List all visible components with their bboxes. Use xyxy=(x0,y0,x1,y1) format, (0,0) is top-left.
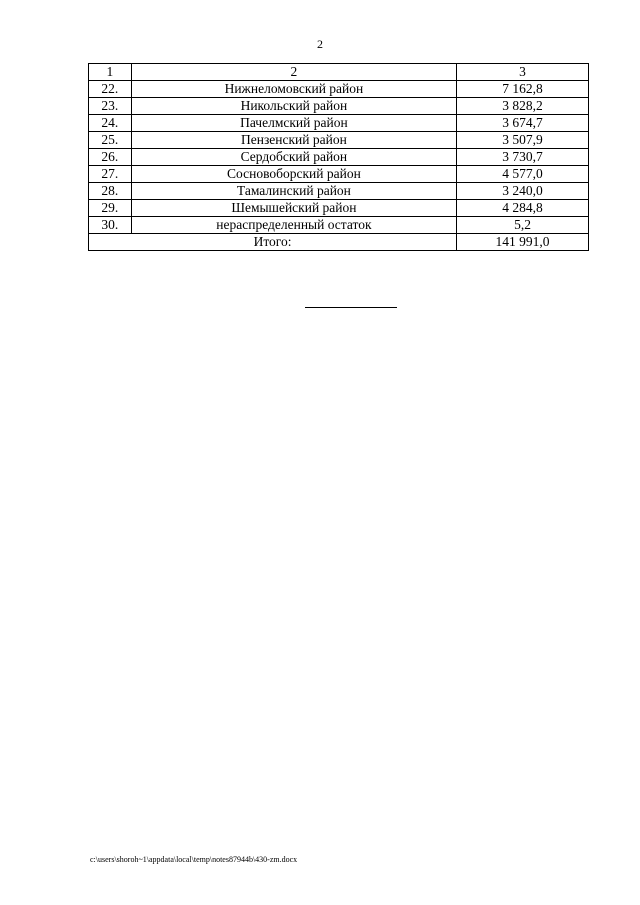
row-number: 24. xyxy=(89,115,132,132)
district-name: Пензенский район xyxy=(131,132,456,149)
header-cell-3: 3 xyxy=(457,64,589,81)
closing-rule xyxy=(305,307,397,308)
row-number: 23. xyxy=(89,98,132,115)
table-row xyxy=(89,98,589,115)
total-value: 141 991,0 xyxy=(457,234,589,251)
table-body xyxy=(89,64,589,251)
amount-value: 4 284,8 xyxy=(457,200,589,217)
amount-value: 4 577,0 xyxy=(457,166,589,183)
page-number: 2 xyxy=(317,37,323,51)
district-name: Пачелмский район xyxy=(131,115,456,132)
district-name: Никольский район xyxy=(131,98,456,115)
row-number: 29. xyxy=(89,200,132,217)
amount-value: 3 240,0 xyxy=(457,183,589,200)
district-name: нераспределенный остаток xyxy=(131,217,456,234)
table-row xyxy=(89,115,589,132)
table-row xyxy=(89,200,589,217)
table-row xyxy=(89,149,589,166)
district-name: Шемышейский район xyxy=(131,200,456,217)
row-number: 22. xyxy=(89,81,132,98)
amount-value: 3 507,9 xyxy=(457,132,589,149)
allocation-table xyxy=(88,63,589,251)
district-name: Нижнеломовский район xyxy=(131,81,456,98)
header-cell-2: 2 xyxy=(131,64,456,81)
total-label: Итого: xyxy=(89,234,457,251)
amount-value: 3 828,2 xyxy=(457,98,589,115)
row-number: 25. xyxy=(89,132,132,149)
table-row xyxy=(89,132,589,149)
district-name: Сердобский район xyxy=(131,149,456,166)
table-total-row xyxy=(89,234,589,251)
row-number: 28. xyxy=(89,183,132,200)
row-number: 30. xyxy=(89,217,132,234)
header-cell-1: 1 xyxy=(89,64,132,81)
amount-value: 5,2 xyxy=(457,217,589,234)
table-row xyxy=(89,166,589,183)
amount-value: 3 674,7 xyxy=(457,115,589,132)
amount-value: 7 162,8 xyxy=(457,81,589,98)
amount-value: 3 730,7 xyxy=(457,149,589,166)
table-header-row xyxy=(89,64,589,81)
row-number: 27. xyxy=(89,166,132,183)
row-number: 26. xyxy=(89,149,132,166)
table-row xyxy=(89,217,589,234)
district-name: Сосновоборский район xyxy=(131,166,456,183)
footer-file-path: c:\users\shoroh~1\appdata\local\temp\notes87944b\430-zm.docx xyxy=(90,855,298,864)
table-row xyxy=(89,183,589,200)
table-row xyxy=(89,81,589,98)
district-name: Тамалинский район xyxy=(131,183,456,200)
